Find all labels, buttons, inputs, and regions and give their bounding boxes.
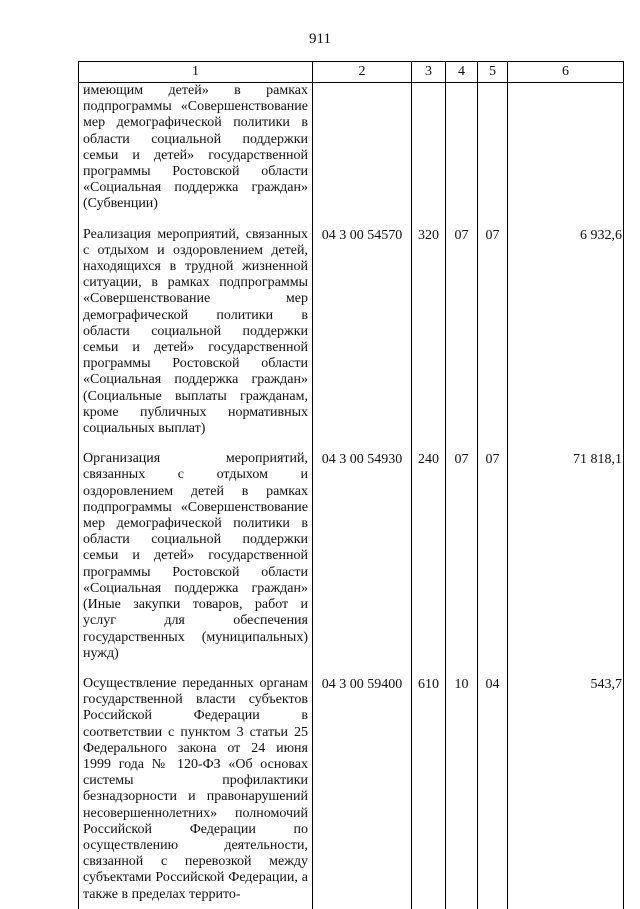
row-section: 07 [446, 451, 478, 676]
header-col-1: 1 [79, 62, 313, 83]
row-amount: 543,7 [508, 676, 624, 909]
header-col-4: 4 [446, 62, 478, 83]
row-name: Реализация мероприятий, связанных с отдыхом и оздоровлением детей, находящихся в трудной жизненной ситуации, в рамках подпрограммы «Совершенствование мер демографической политики в области социальной поддержки семьи и детей» государственной программы Ростовской области «Социальная поддержка граждан» (Социальные выплаты гражданам, кроме публичных нормативных социальных выплат) [79, 227, 313, 452]
row-expense-type: 240 [412, 451, 446, 676]
table-row [79, 451, 624, 676]
row-section: 07 [446, 227, 478, 452]
table-row [79, 227, 624, 452]
header-row [79, 62, 624, 83]
table-row [79, 676, 624, 909]
header-col-6: 6 [508, 62, 624, 83]
row-subsection: 07 [478, 451, 508, 676]
row-expense-type: 610 [412, 676, 446, 909]
row-name: имеющим детей» в рамках подпрограммы «Совершенствование мер демографической политики в области социальной поддержки семьи и детей» государственной программы Ростовской области «Социальная поддержка граждан» (Субвенции) [79, 83, 313, 227]
row-section [446, 83, 478, 227]
row-amount: 6 932,6 [508, 227, 624, 452]
row-subsection [478, 83, 508, 227]
row-expense-type [412, 83, 446, 227]
row-amount: 71 818,1 [508, 451, 624, 676]
row-target-code: 04 3 00 59400 [313, 676, 412, 909]
row-expense-type: 320 [412, 227, 446, 452]
row-target-code: 04 3 00 54570 [313, 227, 412, 452]
row-subsection: 07 [478, 227, 508, 452]
row-amount [508, 83, 624, 227]
page-number: 911 [309, 31, 331, 47]
header-col-5: 5 [478, 62, 508, 83]
row-target-code: 04 3 00 54930 [313, 451, 412, 676]
row-name: Осуществление переданных органам государственной власти субъектов Российской Федерации в соответствии с пунктом 3 статьи 25 Федерального закона от 24 июня 1999 года № 120-ФЗ «Об основах системы профилактики безнадзорности и правонарушений несовершеннолетних» полномочий Российской Федерации по осуществлению деятельности, связанной с перевозкой между субъектами Российской Федерации, а также в пределах террито- [79, 676, 313, 909]
row-name: Организация мероприятий, связанных с отдыхом и оздоровлением детей в рамках подпрограммы «Совершенствование мер демографической политики в области социальной поддержки семьи и детей» государственной программы Ростовской области «Социальная поддержка граждан» (Иные закупки товаров, работ и услуг для обеспечения государственных (муниципальных) нужд) [79, 451, 313, 676]
row-subsection: 04 [478, 676, 508, 909]
row-target-code [313, 83, 412, 227]
header-col-3: 3 [412, 62, 446, 83]
table-row [79, 83, 624, 227]
row-section: 10 [446, 676, 478, 909]
budget-table [78, 61, 624, 909]
header-col-2: 2 [313, 62, 412, 83]
